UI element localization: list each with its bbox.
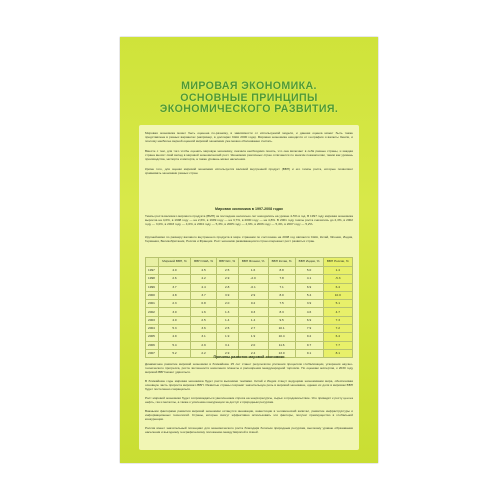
table-cell: 7.8 (268, 275, 295, 283)
year-cell: 2004 (146, 325, 159, 333)
table-cell: 2.3 (158, 300, 191, 308)
year-cell: 2005 (146, 333, 159, 341)
table-cell: -5.3 (323, 275, 352, 283)
table-cell: 3.9 (295, 300, 323, 308)
table-cell: 1.6 (238, 267, 268, 275)
table-cell: 2.2 (191, 349, 216, 357)
table-cell: 3.1 (216, 341, 238, 349)
table-cell: 1.3 (216, 308, 238, 316)
year-cell: 2001 (146, 300, 159, 308)
table-cell: 9.7 (295, 341, 323, 349)
table-row (146, 333, 353, 341)
table-cell: 2.4 (238, 349, 268, 357)
year-cell: 2000 (146, 291, 159, 299)
table-cell: 3.1 (191, 333, 216, 341)
table-cell: 0.8 (191, 300, 216, 308)
table-cell: 2.9 (191, 341, 216, 349)
table-cell: 4.5 (191, 267, 216, 275)
table-header-cell: ВВП Японии, % (238, 258, 268, 267)
table-cell: 4.1 (295, 275, 323, 283)
table-row (146, 275, 353, 283)
table-cell: 4.0 (158, 316, 191, 324)
table-cell: -2.0 (238, 275, 268, 283)
table-cell: 5.1 (323, 300, 352, 308)
title-line-1: МИРОВАЯ ЭКОНОМИКА. (181, 80, 317, 92)
intro-paragraph-2: Вместе с тем, для того чтобы оценить мировую экономику, сначала необходимо понять, что она включает в себя разные страны, и каждая страна вносит свой вклад в мировой экономический рост. Экономики различных стран отличаются по многим показателям, таким как уровень производства, экспорта и импорта, а также уровень жизни населения. (145, 149, 353, 162)
table-cell: 7.7 (323, 341, 352, 349)
table-cell: 6.4 (323, 333, 352, 341)
intro-paragraph-3: Кроме того, для оценки мировой экономики используется валовой внутренний продукт (ВВП) и его темпы роста, которые позволяют сравнивать экономики разных стран. (145, 167, 353, 176)
table-cell: 8.0 (268, 291, 295, 299)
table-cell: 9.1 (295, 349, 323, 357)
table-cell: 4.0 (158, 267, 191, 275)
title-line-3: ЭКОНОМИЧЕСКОГО РАЗВИТИЯ. (159, 103, 339, 115)
causes-paragraph-5: Россия имеет значительный потенциал для экономического роста благодаря богатым природным ресурсам, высокому уровню образования населения и выгодному географическому положению между Европой и Азией. (145, 426, 353, 435)
table-body (146, 267, 353, 358)
table-cell: 4.6 (295, 308, 323, 316)
intro-paragraph-1: Мировая экономика может быть оценена по-разному, в зависимости от используемой модели, и данная оценка может быть также представлена в разных вариантах (например, в долларах США 2000 года). Мировая экономика находится от географии и валюты Земли, и поэтому наиболее верной оценкой мировой экономики уже можно обоснованно считать. (145, 131, 353, 144)
table-cell: 4.2 (191, 275, 216, 283)
table-cell: 9.5 (268, 316, 295, 324)
table-row (146, 283, 353, 291)
table-cell: 2.6 (158, 275, 191, 283)
table-intro-1: Темпы роста валового мирового продукта (ВМП) за последние несколько лет находились на уровне 4-5% в год. В 1997 году мировая экономика выросла на 4,0%, в 1998 году — на 2,6%, в 1999 году — на 3,7%, в 2000 году — на 4,8%. В 2001 году темпы роста снизились до 2,3%, в 2002 году — 3,0%, в 2003 году — 4,0%, в 2004 году — 5,3%, в 2005 году — 4,9%, в 2006 году — 5,4%, в 2007 году — 5,2%. (145, 214, 353, 227)
table-cell: -0.1 (238, 283, 268, 291)
year-cell: 1997 (146, 267, 159, 275)
table-cell: 4.9 (158, 333, 191, 341)
table-cell: 5.0 (295, 267, 323, 275)
table-cell: 9.2 (295, 333, 323, 341)
causes-paragraph-3: Рост мировой экономики будет сопровождаться увеличением спроса на энергоресурсы, сырьё и продовольствие. Это приведёт к росту цен на нефть, газ и металлы, а также к усилению конкуренции за доступ к природным ресурсам. (145, 396, 353, 405)
table-header-cell: ВВП США, % (191, 258, 216, 267)
table-cell: 7.5 (268, 300, 295, 308)
table-cell: 2.0 (238, 341, 268, 349)
table-row (146, 325, 353, 333)
table-header-cell: ВВП Китая, % (268, 258, 295, 267)
table-cell: 7.1 (268, 283, 295, 291)
table-cell: 4.4 (191, 283, 216, 291)
year-cell: 2006 (146, 341, 159, 349)
year-cell: 2003 (146, 316, 159, 324)
table-header-cell (146, 258, 159, 267)
table-cell: 5.4 (295, 291, 323, 299)
table-cell: 2.7 (238, 325, 268, 333)
table-cell: 3.0 (158, 308, 191, 316)
table-cell: 4.8 (158, 291, 191, 299)
table-header-cell: Мировой ВВП, % (158, 258, 191, 267)
table-row (146, 291, 353, 299)
table-cell: 2.9 (238, 291, 268, 299)
table-cell: 8.3 (268, 308, 295, 316)
causes-heading: Причины развития мировой экономики (213, 355, 285, 359)
table-cell: 1.9 (216, 333, 238, 341)
table-cell: 5.4 (158, 341, 191, 349)
table-row (146, 308, 353, 316)
year-cell: 1998 (146, 275, 159, 283)
causes-paragraph-1: Динамичное развитие мировой экономики в ближайшие 25 лет станет результатом усиления процессов глобализации, ускорения научно-технического прогресса, роста численности населения планеты и расширения международной торговли. По оценкам экспертов, к 2030 году мировой ВВП может удвоиться. (145, 362, 353, 375)
table-cell: 6.4 (323, 283, 352, 291)
table-cell: 7.2 (323, 325, 352, 333)
table-cell: 8.8 (268, 267, 295, 275)
table-header-row (146, 258, 353, 267)
table-cell: 10.4 (268, 333, 295, 341)
table-cell: 3.9 (216, 291, 238, 299)
table-row (146, 341, 353, 349)
table-cell: 2.5 (191, 316, 216, 324)
table-intro-2: Крупнейшими по размеру валового внутреннего продукта в мире странами по состоянию на 2008 год являются США, Китай, Япония, Индия, Германия, Великобритания, Россия и Франция. Рост экономик развивающихся стран опережает рост развитых стран. (145, 235, 353, 244)
table-cell: 1.6 (191, 308, 216, 316)
table-cell: 7.3 (323, 316, 352, 324)
table-header-cell: ВВП России, % (323, 258, 352, 267)
causes-paragraph-2: В ближайшие годы мировая экономика будет расти высокими темпами. Китай и Индия станут ведущими экономиками мира, обеспечивая основную часть прироста мирового ВВП. Развитые страны сохранят значительную роль в мировой экономике, однако их доля в мировом ВВП будет постепенно сокращаться. (145, 379, 353, 392)
table-cell: 0.2 (238, 300, 268, 308)
table-cell: 0.3 (238, 308, 268, 316)
year-cell: 2007 (146, 349, 159, 357)
poster-title (140, 81, 358, 116)
table-cell: 2.5 (216, 325, 238, 333)
table-header-cell: ВВП ЕС, % (216, 258, 238, 267)
table-cell: 6.9 (295, 283, 323, 291)
table-cell: 6.9 (295, 316, 323, 324)
table-cell: 10.1 (268, 325, 295, 333)
table-cell: 5.2 (158, 349, 191, 357)
table-row (146, 316, 353, 324)
table-cell: 7.9 (295, 325, 323, 333)
table-heading: Мировая экономика в 1997-2008 годах (214, 207, 284, 211)
table-cell: 1.4 (323, 267, 352, 275)
table-cell: 2.5 (216, 267, 238, 275)
year-cell: 1999 (146, 283, 159, 291)
table-cell: 3.6 (191, 325, 216, 333)
table-cell: 4.7 (323, 308, 352, 316)
table-cell: 1.9 (238, 333, 268, 341)
table-row (146, 267, 353, 275)
gdp-growth-table (145, 257, 353, 358)
table-cell: 13.0 (268, 349, 295, 357)
table-cell: 2.0 (216, 300, 238, 308)
table-cell: 3.7 (158, 283, 191, 291)
table-cell: 8.1 (323, 349, 352, 357)
table-row (146, 300, 353, 308)
table-cell: 5.3 (158, 325, 191, 333)
year-cell: 2002 (146, 308, 159, 316)
table-cell: 2.9 (216, 349, 238, 357)
table-cell: 2.8 (216, 283, 238, 291)
poster (120, 37, 378, 463)
table-cell: 10.0 (323, 291, 352, 299)
table-header-cell: ВВП Индии, % (295, 258, 323, 267)
table-cell: 3.7 (191, 291, 216, 299)
table-cell: 11.6 (268, 341, 295, 349)
content-panel (139, 125, 359, 450)
causes-paragraph-4: Важными факторами развития мировой экономики останутся инновации, инвестиции в человеческий капитал, развитие инфраструктуры и информационных технологий. Страны, которые смогут эффективно использовать эти факторы, получат преимущество в глобальной конкуренции. (145, 409, 353, 422)
table-cell: 1.4 (216, 316, 238, 324)
table-cell: 2.9 (216, 275, 238, 283)
title-line-2: ОСНОВНЫЕ ПРИНЦИПЫ (180, 91, 318, 104)
table-cell: 1.4 (238, 316, 268, 324)
